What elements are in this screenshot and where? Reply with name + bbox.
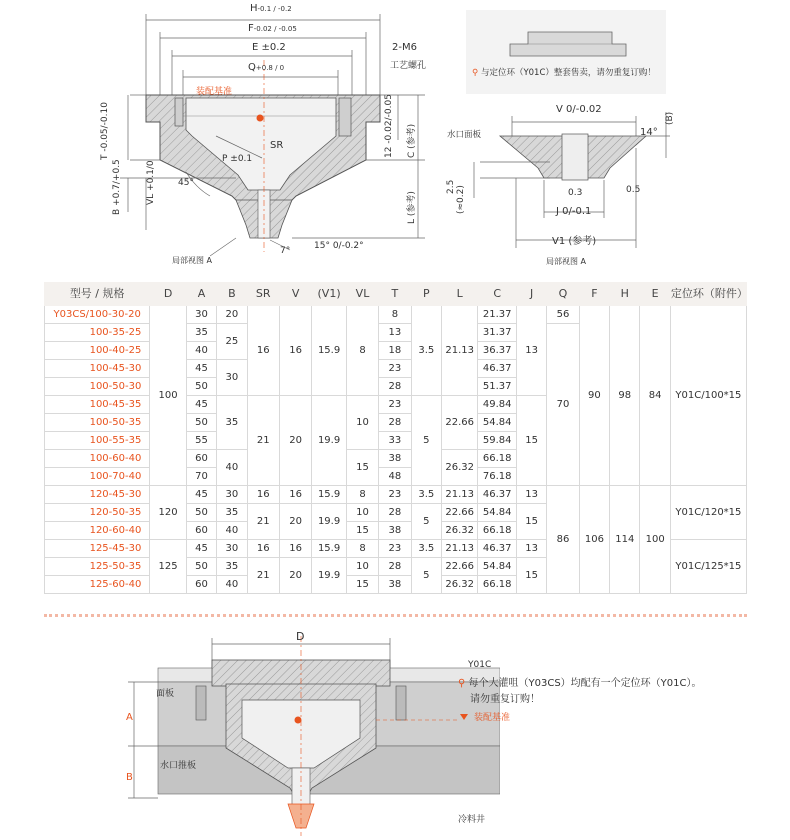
a-cell: 50 [186,558,216,576]
t-cell: 23 [379,396,411,414]
l-cell: 22.66 [441,396,477,450]
t-cell: 48 [379,468,411,486]
header-ring: 定位环（附件） [670,283,746,306]
vl-cell: 15 [346,576,378,594]
dim-0-3: 0.3 [568,188,583,198]
e-cell: 100 [640,486,670,594]
p-cell: 5 [411,558,441,594]
header-h: H [610,283,640,306]
j-cell: 13 [516,306,546,396]
dim-SR: SR [270,140,284,151]
b-cell: 40 [217,450,247,486]
model-cell[interactable]: 100-60-40 [45,450,150,468]
sprue-bushing-section-drawing [0,0,440,275]
vl-cell: 8 [346,306,378,396]
dim-VL: VL +0.1/0 [146,160,156,205]
header-f: F [579,283,609,306]
a-cell: 60 [186,576,216,594]
model-cell[interactable]: 100-45-30 [45,360,150,378]
header-vl: VL [346,283,378,306]
dim-0-5: 0.5 [626,185,641,195]
t-cell: 28 [379,378,411,396]
h-cell: 98 [610,306,640,486]
model-cell[interactable]: 100-50-30 [45,378,150,396]
c-cell: 49.84 [478,396,516,414]
j-cell: 15 [516,558,546,594]
model-cell[interactable]: 100-45-35 [45,396,150,414]
j-cell: 15 [516,504,546,540]
header-l: L [441,283,477,306]
t-cell: 28 [379,504,411,522]
l-cell: 26.32 [441,522,477,540]
l-cell: 26.32 [441,450,477,486]
v1-cell: 15.9 [312,486,346,504]
b-cell: 20 [217,306,247,324]
f-cell: 90 [579,306,609,486]
l-cell: 26.32 [441,576,477,594]
a-cell: 45 [186,360,216,378]
runner-plate-label: 水口推板 [160,761,197,771]
sr-cell: 16 [247,486,279,504]
a-cell: 55 [186,432,216,450]
sr-cell: 21 [247,396,279,486]
dim-Q: Q+0.8 / 0 [248,62,285,73]
dim-T: T -0.05/-0.10 [100,102,110,160]
header-d: D [150,283,186,306]
local-view-a-label: 局部视图 A [172,256,213,265]
a-cell: 50 [186,414,216,432]
header-p: P [411,283,441,306]
header-sr: SR [247,283,279,306]
angle-15: 15° 0/-0.2° [314,241,364,251]
ring-cell: Y01C/125*15 [670,540,746,594]
t-cell: 28 [379,414,411,432]
l-cell: 21.13 [441,306,477,396]
model-cell[interactable]: 100-35-25 [45,324,150,342]
v-cell: 20 [279,504,311,540]
sr-cell: 21 [247,504,279,540]
t-cell: 38 [379,576,411,594]
v1-cell: 15.9 [312,540,346,558]
b-cell: 40 [217,576,247,594]
a-cell: 50 [186,504,216,522]
d-cell: 100 [150,306,186,486]
angle-14: 14° [640,127,658,138]
a-cell: 40 [186,342,216,360]
dim-A-label: A [126,712,133,723]
v1-cell: 19.9 [312,396,346,486]
v-cell: 20 [279,558,311,594]
dim-H: H-0.1 / -0.2 [250,3,292,14]
a-cell: 60 [186,522,216,540]
h-cell: 114 [610,486,640,594]
model-cell[interactable]: 100-70-40 [45,468,150,486]
locating-ring-sketch [466,10,666,94]
q-cell: 86 [547,486,579,594]
t-cell: 18 [379,342,411,360]
t-cell: 23 [379,360,411,378]
model-cell[interactable]: 120-50-35 [45,504,150,522]
angle-45: 45° [178,178,194,188]
table-header-row [45,283,747,306]
header-c: C [478,283,516,306]
header-model: 型号 / 规格 [45,283,150,306]
dim-B-label: B [126,772,133,783]
l-cell: 22.66 [441,558,477,576]
a-cell: 50 [186,378,216,396]
dim-2-m6: 2-M6 [392,42,417,53]
model-cell[interactable]: 125-50-35 [45,558,150,576]
model-cell[interactable]: 100-40-25 [45,342,150,360]
dim-b-ref: (B) [665,111,675,125]
model-cell[interactable]: 120-45-30 [45,486,150,504]
p-cell: 3.5 [411,540,441,558]
ring-cell: Y01C/100*15 [670,306,746,486]
p-cell: 3.5 [411,306,441,396]
c-cell: 46.37 [478,360,516,378]
ring-cell: Y01C/120*15 [670,486,746,540]
table-row [45,306,747,324]
c-cell: 46.37 [478,486,516,504]
v-cell: 20 [279,396,311,486]
dim-L: L (参考) [407,191,417,224]
c-cell: 66.18 [478,576,516,594]
p-cell: 5 [411,396,441,486]
t-cell: 8 [379,306,411,324]
model-cell[interactable]: 125-60-40 [45,576,150,594]
c-cell: 54.84 [478,558,516,576]
dim-F: F-0.02 / -0.05 [248,23,297,34]
q-cell: 70 [547,324,579,486]
f-cell: 106 [579,486,609,594]
bottom-note-line2: 请勿重复订购！ [470,694,540,705]
a-cell: 45 [186,540,216,558]
vl-cell: 10 [346,504,378,522]
header-b: B [217,283,247,306]
a-cell: 70 [186,468,216,486]
c-cell: 54.84 [478,414,516,432]
b-cell: 35 [217,396,247,450]
angle-7: 7° [280,246,291,256]
assembly-reference-label-2: 装配基准 [474,713,511,723]
b-cell: 40 [217,522,247,540]
dim-2-5: 2.5 [446,179,456,194]
c-cell: 59.84 [478,432,516,450]
dim-V1: V1 (参考) [552,236,597,247]
assembly-drawing [100,628,500,840]
a-cell: 45 [186,486,216,504]
dim-12: 12 -0.02/-0.05 [384,94,394,158]
dim-P: P ±0.1 [222,154,253,164]
c-cell: 21.37 [478,306,516,324]
header-v1: (V1) [312,283,346,306]
b-cell: 35 [217,558,247,576]
vl-cell: 10 [346,558,378,576]
c-cell: 54.84 [478,504,516,522]
model-cell[interactable]: 125-45-30 [45,540,150,558]
dim-J: J 0/-0.1 [556,206,592,217]
b-cell: 30 [217,360,247,396]
dim-C: C (参考) [407,123,417,158]
process-screw-label: 工艺螺孔 [390,61,427,71]
c-cell: 66.18 [478,522,516,540]
spec-table [44,282,747,594]
local-view-a-label-2: 局部视图 A [546,257,587,266]
b-cell: 30 [217,540,247,558]
assembly-reference-label: 装配基准 [196,87,233,97]
sr-cell: 21 [247,558,279,594]
a-cell: 30 [186,306,216,324]
vl-cell: 10 [346,396,378,450]
j-cell: 15 [516,396,546,486]
l-cell: 22.66 [441,504,477,522]
vl-cell: 15 [346,522,378,540]
header-v: V [279,283,311,306]
q-cell: 56 [547,306,579,324]
l-cell: 21.13 [441,486,477,504]
v1-cell: 19.9 [312,558,346,594]
model-cell[interactable]: Y03CS/100-30-20 [45,306,150,324]
dim-D: D [296,630,305,643]
b-cell: 25 [217,324,247,360]
model-cell[interactable]: 100-50-35 [45,414,150,432]
dim-B: B +0.7/+0.5 [112,159,122,215]
t-cell: 28 [379,558,411,576]
header-j: J [516,283,546,306]
sr-cell: 16 [247,306,279,396]
runner-panel-label: 水口面板 [447,130,482,140]
panel-label: 面板 [156,689,175,699]
v-cell: 16 [279,540,311,558]
j-cell: 13 [516,540,546,558]
header-t: T [379,283,411,306]
info-icon: ⚲ [458,678,466,689]
header-a: A [186,283,216,306]
dim-V: V 0/-0.02 [556,104,602,115]
sr-cell: 16 [247,540,279,558]
locating-ring-note: ⚲ 与定位环（Y01C）整套售卖，请勿重复订购！ [472,68,656,78]
header-q: Q [547,283,579,306]
dim-E: E ±0.2 [252,42,286,53]
c-cell: 76.18 [478,468,516,486]
t-cell: 33 [379,432,411,450]
table-row [45,486,747,504]
header-e: E [640,283,670,306]
c-cell: 51.37 [478,378,516,396]
a-cell: 45 [186,396,216,414]
c-cell: 36.37 [478,342,516,360]
p-cell: 3.5 [411,486,441,504]
j-cell: 13 [516,486,546,504]
v-cell: 16 [279,306,311,396]
v-cell: 16 [279,486,311,504]
bottom-note: ⚲ 每个大灌咀（Y03CS）均配有一个定位环（Y01C）。 [458,678,702,689]
c-cell: 46.37 [478,540,516,558]
vl-cell: 8 [346,486,378,504]
model-cell[interactable]: 100-55-35 [45,432,150,450]
info-icon: ⚲ [472,68,479,78]
t-cell: 23 [379,540,411,558]
cold-well-label: 冷料井 [458,815,486,825]
a-cell: 35 [186,324,216,342]
b-cell: 35 [217,504,247,522]
d-cell: 120 [150,486,186,540]
a-cell: 60 [186,450,216,468]
e-cell: 84 [640,306,670,486]
l-cell: 21.13 [441,540,477,558]
vl-cell: 8 [346,540,378,558]
t-cell: 13 [379,324,411,342]
vl-cell: 15 [346,450,378,486]
dim-approx-0-2: (≈0.2) [456,185,466,214]
p-cell: 5 [411,504,441,540]
c-cell: 31.37 [478,324,516,342]
c-cell: 66.18 [478,450,516,468]
t-cell: 23 [379,486,411,504]
v1-cell: 19.9 [312,504,346,540]
d-cell: 125 [150,540,186,594]
y01c-label: Y01C [468,660,492,670]
section-divider [44,614,747,617]
model-cell[interactable]: 120-60-40 [45,522,150,540]
t-cell: 38 [379,450,411,468]
b-cell: 30 [217,486,247,504]
t-cell: 38 [379,522,411,540]
v1-cell: 15.9 [312,306,346,396]
